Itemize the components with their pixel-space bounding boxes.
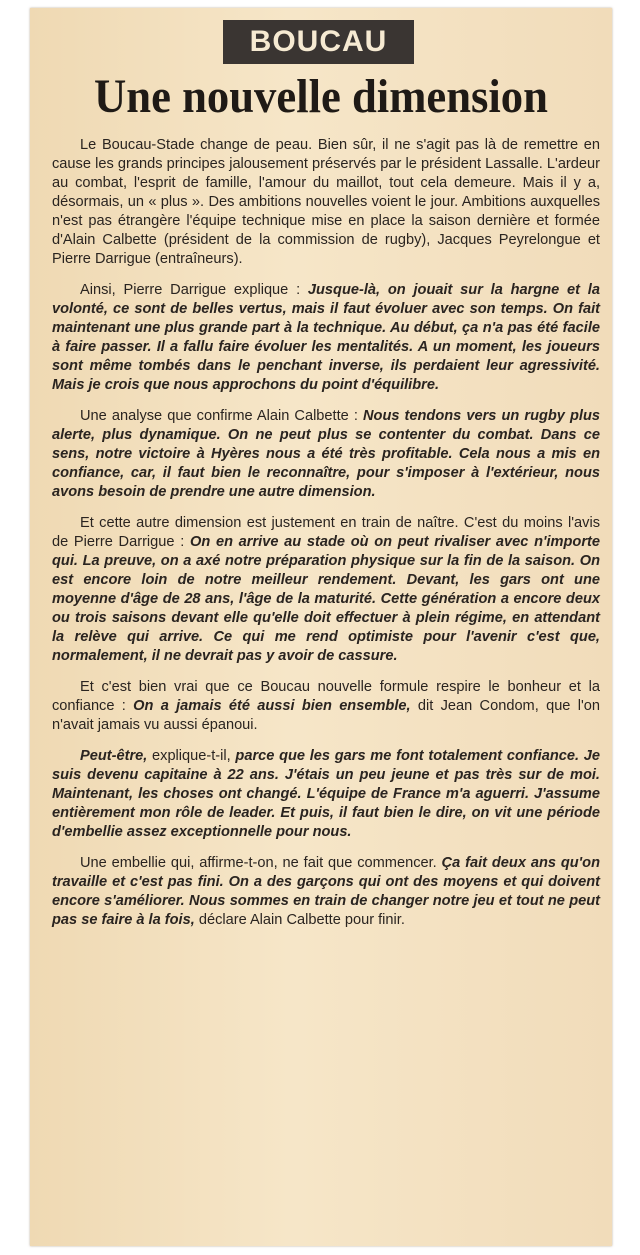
paragraph-5 — [52, 678, 600, 735]
paragraph-2-intro: Ainsi, Pierre Darrigue explique : — [80, 282, 308, 298]
paragraph-3-quote: Nous tendons vers un rugby plus alerte, plus dynamique. On ne peut plus se contenter du combat. Dans ce sens, notre victoire à Hyères nous a été très profitable. Cela nous a mis en confiance, car, il faut bien le reconnaître, pour s'imposer à l'extérieur, nous avons besoin de prendre une autre dimension. — [52, 408, 600, 500]
paragraph-7-quote: Ça fait deux ans qu'on travaille et c'est pas fini. On a des garçons qui ont des moyens et qui doivent encore s'améliorer. Nous sommes en train de changer notre jeu et tout ne peut pas se faire à la fois, — [52, 855, 600, 928]
headline: Une nouvelle dimension — [94, 70, 548, 123]
paragraph-6-intro: explique-t-il, — [147, 748, 236, 764]
paragraph-5-quote: On a jamais été aussi bien ensemble, — [133, 698, 411, 714]
paragraph-2-quote: Jusque-là, on jouait sur la hargne et la volonté, ce sont de belles vertus, mais il faut évoluer avec son temps. On fait maintenant une plus grande part à la technique. Au début, ça n'a pas été facile à faire passer. Il a fallu faire évoluer les mentalités. A un moment, les joueurs sont même tombés dans le penchant inverse, ils perdaient leur agressivité. Mais je crois que nous approchons du point d'équilibre. — [52, 282, 600, 393]
paragraph-6-lead: Peut-être, — [80, 748, 148, 764]
paragraph-1 — [52, 136, 600, 269]
paragraph-4-quote: On en arrive au stade où on peut rivaliser avec n'importe qui. La preuve, on a axé notre préparation physique sur la fin de la saison. On est encore loin de notre meilleur rendement. Devant, les gars ont une moyenne d'âge de 28 ans, l'âge de la maturité. Cette génération a encore deux ou trois saisons devant elle qu'elle doit effectuer à plein régime, en attendant la relève qui arrive. Ce qui me rend optimiste pour l'avenir c'est que, normalement, il ne devrait pas y avoir de cassure. — [52, 534, 600, 664]
paragraph-1-text: Le Boucau-Stade change de peau. Bien sûr, il ne s'agit pas là de remettre en cause les grands principes jalousement préservés par le président Lassalle. L'ardeur au combat, l'esprit de famille, l'amour du maillot, tout cela demeure. Mais il y a, désormais, un « plus ». Des ambitions nouvelles voient le jour. Ambitions auxquelles n'est pas étrangère l'équipe technique mise en place la saison dernière et formée d'Alain Calbette (président de la commission de rugby), Jacques Peyrelongue et Pierre Darrigue (entraîneurs). — [52, 137, 600, 267]
paragraph-7-outro: déclare Alain Calbette pour finir. — [194, 912, 405, 928]
paragraph-7 — [52, 854, 600, 930]
paragraph-5-outro: dit Jean Condom, que l'on n'avait jamais vu aussi épanoui. — [52, 698, 600, 733]
newspaper-clipping — [30, 8, 612, 1246]
article-body — [52, 136, 600, 942]
paragraph-5-intro: Et c'est bien vrai que ce Boucau nouvelle formule respire le bonheur et la confiance : — [52, 679, 600, 714]
paragraph-3 — [52, 407, 600, 502]
paragraph-3-intro: Une analyse que confirme Alain Calbette : — [80, 408, 363, 424]
paragraph-6 — [52, 747, 600, 842]
paragraph-4 — [52, 514, 600, 666]
section-tag: BOUCAU — [223, 20, 414, 64]
paragraph-4-intro: Et cette autre dimension est justement en train de naître. C'est du moins l'avis de Pierre Darrigue : — [52, 515, 600, 550]
paragraph-6-quote: parce que les gars me font totalement confiance. Je suis devenu capitaine à 22 ans. J'étais un peu jeune et pas très sur de moi. Maintenant, les choses ont changé. L'équipe de France m'a aguerri. J'assume entièrement mon rôle de leader. Et puis, il faut bien le dire, on vit une période d'embellie assez exceptionnelle pour nous. — [52, 748, 600, 840]
paragraph-7-intro: Une embellie qui, affirme-t-on, ne fait que commencer. — [80, 855, 442, 871]
paragraph-2 — [52, 281, 600, 395]
